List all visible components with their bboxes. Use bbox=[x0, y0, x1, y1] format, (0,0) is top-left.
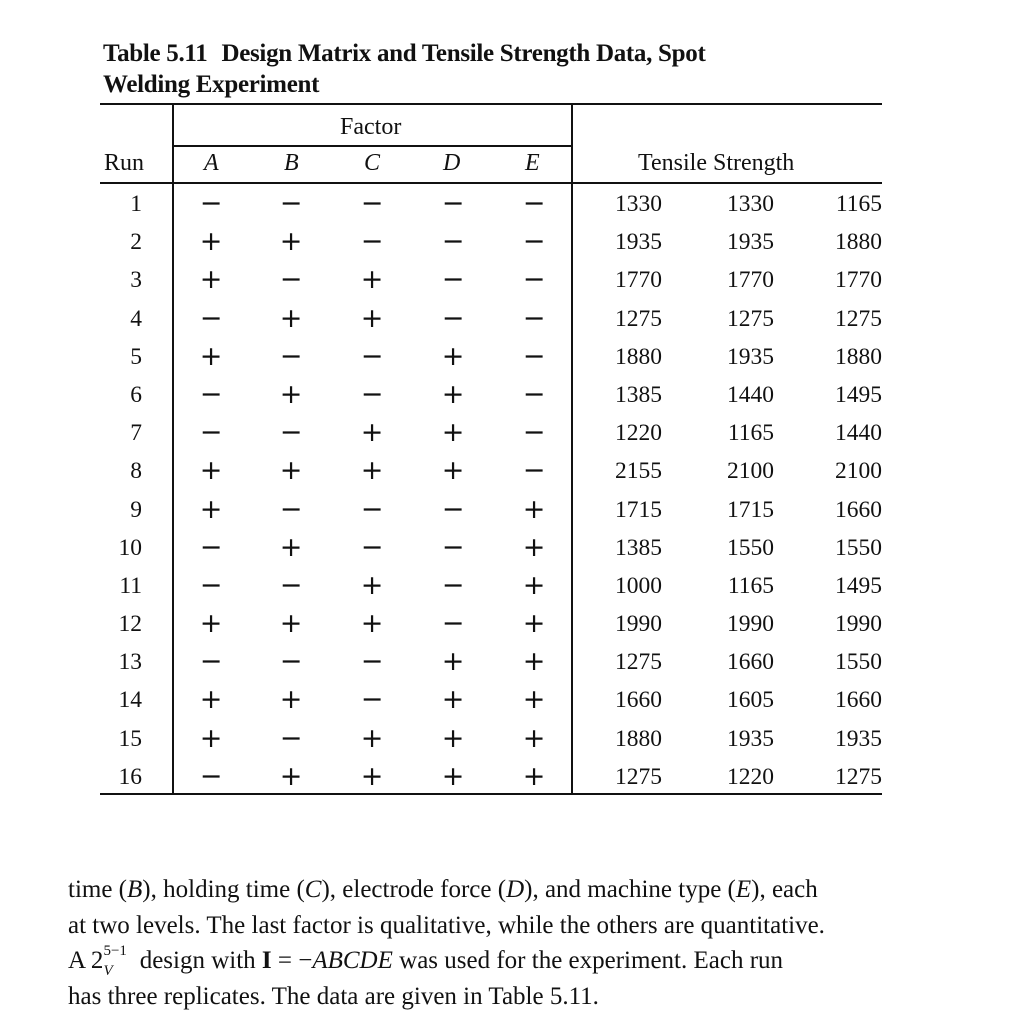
design-resolution: V bbox=[103, 963, 113, 979]
factor-a-level: + bbox=[199, 608, 223, 640]
factor-e-level: + bbox=[522, 646, 546, 678]
replicate-1-value: 1770 bbox=[615, 267, 662, 294]
factor-a-level: − bbox=[199, 760, 223, 792]
replicate-1-value: 1880 bbox=[615, 343, 662, 370]
replicate-2-value: 1935 bbox=[727, 725, 774, 752]
text-run: time ( bbox=[68, 876, 128, 903]
factor-c-level: + bbox=[360, 455, 384, 487]
factor-b-level: − bbox=[279, 264, 303, 296]
factor-c-level: − bbox=[360, 226, 384, 258]
factor-d-level: − bbox=[441, 608, 465, 640]
replicate-2-value: 1935 bbox=[727, 343, 774, 370]
factor-c-level: − bbox=[360, 493, 384, 525]
replicate-2-value: 1330 bbox=[727, 191, 774, 217]
factor-e-level: − bbox=[522, 188, 546, 219]
factor-b-level: − bbox=[279, 340, 303, 372]
replicate-1-value: 1385 bbox=[615, 381, 662, 408]
replicate-1-value: 1990 bbox=[615, 611, 662, 638]
replicate-3-value: 1660 bbox=[835, 496, 882, 523]
table-row bbox=[100, 606, 882, 644]
defining-relation: ABCDE bbox=[312, 947, 393, 974]
replicate-3-value: 1935 bbox=[835, 725, 882, 752]
run-number: 8 bbox=[130, 458, 142, 485]
factor-c-level: − bbox=[360, 340, 384, 372]
replicate-1-value: 1000 bbox=[615, 572, 662, 599]
factor-b-level: + bbox=[279, 302, 303, 334]
replicate-2-value: 1715 bbox=[727, 496, 774, 523]
factor-group-header: Factor bbox=[340, 114, 402, 140]
factor-b-level: − bbox=[279, 417, 303, 449]
factor-c-level: + bbox=[360, 608, 384, 640]
factor-e-level: − bbox=[522, 340, 546, 372]
replicate-1-value: 1715 bbox=[615, 496, 662, 523]
text-run: ), electrode force ( bbox=[321, 876, 507, 903]
replicate-1-value: 1880 bbox=[615, 725, 662, 752]
replicate-2-value: 1440 bbox=[727, 381, 774, 408]
replicate-2-value: 1550 bbox=[727, 534, 774, 561]
paragraph-line-3 bbox=[68, 943, 988, 979]
replicate-3-value: 1165 bbox=[835, 191, 882, 217]
run-column-header: Run bbox=[104, 150, 145, 176]
replicate-1-value: 1220 bbox=[615, 420, 662, 447]
table-row bbox=[100, 759, 882, 797]
factor-d-level: − bbox=[441, 226, 465, 258]
factor-d-level: + bbox=[441, 455, 465, 487]
caption-title: Design Matrix and Tensile Strength Data, Spot bbox=[221, 40, 706, 67]
factor-c-level: − bbox=[360, 188, 384, 219]
table-number: Table 5.11 bbox=[103, 40, 208, 67]
factor-header-b: B bbox=[284, 150, 299, 176]
factor-d-level: + bbox=[441, 722, 465, 754]
table-caption bbox=[103, 38, 705, 100]
replicate-3-value: 2100 bbox=[835, 458, 882, 485]
factor-e-level: − bbox=[522, 264, 546, 296]
replicate-3-value: 1990 bbox=[835, 611, 882, 638]
paragraph-line-1 bbox=[68, 872, 988, 908]
factor-a-level: + bbox=[199, 493, 223, 525]
replicate-2-value: 1935 bbox=[727, 229, 774, 256]
factor-b-level: − bbox=[279, 493, 303, 525]
factor-d-level: − bbox=[441, 188, 465, 219]
factor-header-a: A bbox=[204, 150, 219, 176]
factor-d-level: + bbox=[441, 417, 465, 449]
table-row bbox=[100, 721, 882, 759]
factor-c-level: + bbox=[360, 264, 384, 296]
table-row bbox=[100, 644, 882, 682]
factor-c-level: − bbox=[360, 378, 384, 410]
caption-line-2: Welding Experiment bbox=[103, 71, 320, 98]
factor-a-level: − bbox=[199, 417, 223, 449]
run-number: 5 bbox=[130, 343, 142, 370]
factor-b-level: − bbox=[279, 569, 303, 601]
text-run: ), each bbox=[751, 876, 818, 903]
factor-a-level: + bbox=[199, 455, 223, 487]
replicate-3-value: 1880 bbox=[835, 343, 882, 370]
factor-b-level: + bbox=[279, 684, 303, 716]
tensile-strength-header: Tensile Strength bbox=[638, 150, 795, 176]
replicate-1-value: 1935 bbox=[615, 229, 662, 256]
run-number: 2 bbox=[130, 229, 142, 256]
run-number: 1 bbox=[130, 191, 142, 217]
table-row bbox=[100, 186, 882, 224]
text-run: was used for the experiment. Each run bbox=[392, 947, 784, 974]
factor-a-level: − bbox=[199, 302, 223, 334]
factor-e-level: + bbox=[522, 608, 546, 640]
replicate-3-value: 1495 bbox=[835, 572, 882, 599]
factor-e-level: + bbox=[522, 760, 546, 792]
replicate-2-value: 1220 bbox=[727, 763, 774, 790]
factor-e-level: + bbox=[522, 531, 546, 563]
factor-d-level: − bbox=[441, 264, 465, 296]
factor-header-d: D bbox=[443, 150, 461, 176]
replicate-3-value: 1770 bbox=[835, 267, 882, 294]
factor-e-level: − bbox=[522, 378, 546, 410]
factor-d-level: − bbox=[441, 493, 465, 525]
factor-a-level: + bbox=[199, 722, 223, 754]
factor-b-level: − bbox=[279, 188, 303, 219]
caption-line-1 bbox=[103, 38, 705, 69]
text-run: design with bbox=[133, 947, 262, 974]
factor-a-level: − bbox=[199, 531, 223, 563]
run-number: 10 bbox=[118, 534, 142, 561]
body-paragraph bbox=[68, 872, 988, 1014]
replicate-3-value: 1440 bbox=[835, 420, 882, 447]
factor-symbol: E bbox=[735, 876, 752, 903]
run-number: 11 bbox=[119, 572, 142, 599]
run-number: 7 bbox=[130, 420, 142, 447]
factor-c-level: + bbox=[360, 302, 384, 334]
replicate-2-value: 1660 bbox=[727, 649, 774, 676]
factor-e-level: + bbox=[522, 493, 546, 525]
header-bottom-rule bbox=[100, 182, 882, 184]
factor-a-level: − bbox=[199, 378, 223, 410]
factor-d-level: + bbox=[441, 340, 465, 372]
identity-symbol: I bbox=[261, 947, 272, 974]
factor-b-level: + bbox=[279, 608, 303, 640]
factor-e-level: − bbox=[522, 455, 546, 487]
factor-a-level: + bbox=[199, 264, 223, 296]
factor-c-level: + bbox=[360, 722, 384, 754]
paragraph-line-4: has three replicates. The data are given in Table 5.11. bbox=[68, 982, 599, 1010]
design-exponent: 5−1 bbox=[103, 943, 127, 959]
factor-c-level: + bbox=[360, 417, 384, 449]
text-run: = − bbox=[271, 947, 313, 974]
factor-c-level: − bbox=[360, 646, 384, 678]
replicate-3-value: 1275 bbox=[835, 763, 882, 790]
table-row bbox=[100, 568, 882, 606]
factor-a-level: − bbox=[199, 569, 223, 601]
replicate-1-value: 2155 bbox=[615, 458, 662, 485]
factor-d-level: + bbox=[441, 760, 465, 792]
factor-symbol: D bbox=[506, 876, 525, 903]
replicate-2-value: 1605 bbox=[727, 687, 774, 714]
run-number: 13 bbox=[118, 649, 142, 676]
table-row bbox=[100, 224, 882, 262]
factor-header-e: E bbox=[525, 150, 540, 176]
replicate-3-value: 1550 bbox=[835, 534, 882, 561]
factor-c-level: − bbox=[360, 684, 384, 716]
table-row bbox=[100, 682, 882, 720]
replicate-3-value: 1660 bbox=[835, 687, 882, 714]
replicate-2-value: 1165 bbox=[727, 572, 774, 599]
table-top-rule bbox=[100, 103, 882, 105]
factor-e-level: + bbox=[522, 684, 546, 716]
run-number: 4 bbox=[130, 305, 142, 332]
factor-b-level: − bbox=[279, 646, 303, 678]
factor-e-level: − bbox=[522, 417, 546, 449]
replicate-2-value: 1990 bbox=[727, 611, 774, 638]
factor-b-level: + bbox=[279, 455, 303, 487]
text-run: A 2 bbox=[68, 947, 104, 974]
factor-b-level: + bbox=[279, 378, 303, 410]
factor-group-rule bbox=[173, 145, 573, 147]
run-number: 9 bbox=[130, 496, 142, 523]
replicate-1-value: 1275 bbox=[615, 305, 662, 332]
factor-e-level: − bbox=[522, 302, 546, 334]
factor-b-level: − bbox=[279, 722, 303, 754]
table-row bbox=[100, 377, 882, 415]
replicate-2-value: 2100 bbox=[727, 458, 774, 485]
factor-d-level: + bbox=[441, 378, 465, 410]
table-row bbox=[100, 492, 882, 530]
factor-a-level: − bbox=[199, 646, 223, 678]
table-row bbox=[100, 301, 882, 339]
factor-b-level: + bbox=[279, 531, 303, 563]
table-body bbox=[100, 186, 882, 797]
factor-b-level: + bbox=[279, 760, 303, 792]
run-number: 15 bbox=[118, 725, 142, 752]
paragraph-line-2: at two levels. The last factor is qualitative, while the others are quantitative. bbox=[68, 911, 825, 939]
factor-d-level: + bbox=[441, 684, 465, 716]
factor-symbol: C bbox=[304, 876, 322, 903]
table-row bbox=[100, 262, 882, 300]
factor-a-level: + bbox=[199, 684, 223, 716]
table-row bbox=[100, 339, 882, 377]
table-row bbox=[100, 530, 882, 568]
run-number: 14 bbox=[118, 687, 142, 714]
replicate-2-value: 1770 bbox=[727, 267, 774, 294]
factor-c-level: − bbox=[360, 531, 384, 563]
factor-b-level: + bbox=[279, 226, 303, 258]
factor-symbol: B bbox=[127, 876, 143, 903]
factor-e-level: + bbox=[522, 569, 546, 601]
run-number: 6 bbox=[130, 381, 142, 408]
replicate-1-value: 1330 bbox=[615, 191, 662, 217]
factor-d-level: + bbox=[441, 646, 465, 678]
replicate-1-value: 1660 bbox=[615, 687, 662, 714]
run-number: 3 bbox=[130, 267, 142, 294]
factor-d-level: − bbox=[441, 531, 465, 563]
factor-a-level: + bbox=[199, 226, 223, 258]
factor-d-level: − bbox=[441, 302, 465, 334]
replicate-3-value: 1880 bbox=[835, 229, 882, 256]
factor-e-level: − bbox=[522, 226, 546, 258]
replicate-3-value: 1495 bbox=[835, 381, 882, 408]
factor-d-level: − bbox=[441, 569, 465, 601]
replicate-3-value: 1550 bbox=[835, 649, 882, 676]
table-row bbox=[100, 453, 882, 491]
run-number: 16 bbox=[118, 763, 142, 790]
text-run: ), holding time ( bbox=[142, 876, 305, 903]
factor-a-level: − bbox=[199, 188, 223, 219]
factor-a-level: + bbox=[199, 340, 223, 372]
design-notation bbox=[103, 943, 133, 979]
factor-c-level: + bbox=[360, 760, 384, 792]
factor-c-level: + bbox=[360, 569, 384, 601]
replicate-1-value: 1275 bbox=[615, 649, 662, 676]
text-run: ), and machine type ( bbox=[524, 876, 736, 903]
table-row bbox=[100, 415, 882, 453]
replicate-1-value: 1385 bbox=[615, 534, 662, 561]
replicate-3-value: 1275 bbox=[835, 305, 882, 332]
factor-header-c: C bbox=[364, 150, 381, 176]
run-number: 12 bbox=[118, 611, 142, 638]
factor-e-level: + bbox=[522, 722, 546, 754]
replicate-1-value: 1275 bbox=[615, 763, 662, 790]
replicate-2-value: 1275 bbox=[727, 305, 774, 332]
replicate-2-value: 1165 bbox=[727, 420, 774, 447]
